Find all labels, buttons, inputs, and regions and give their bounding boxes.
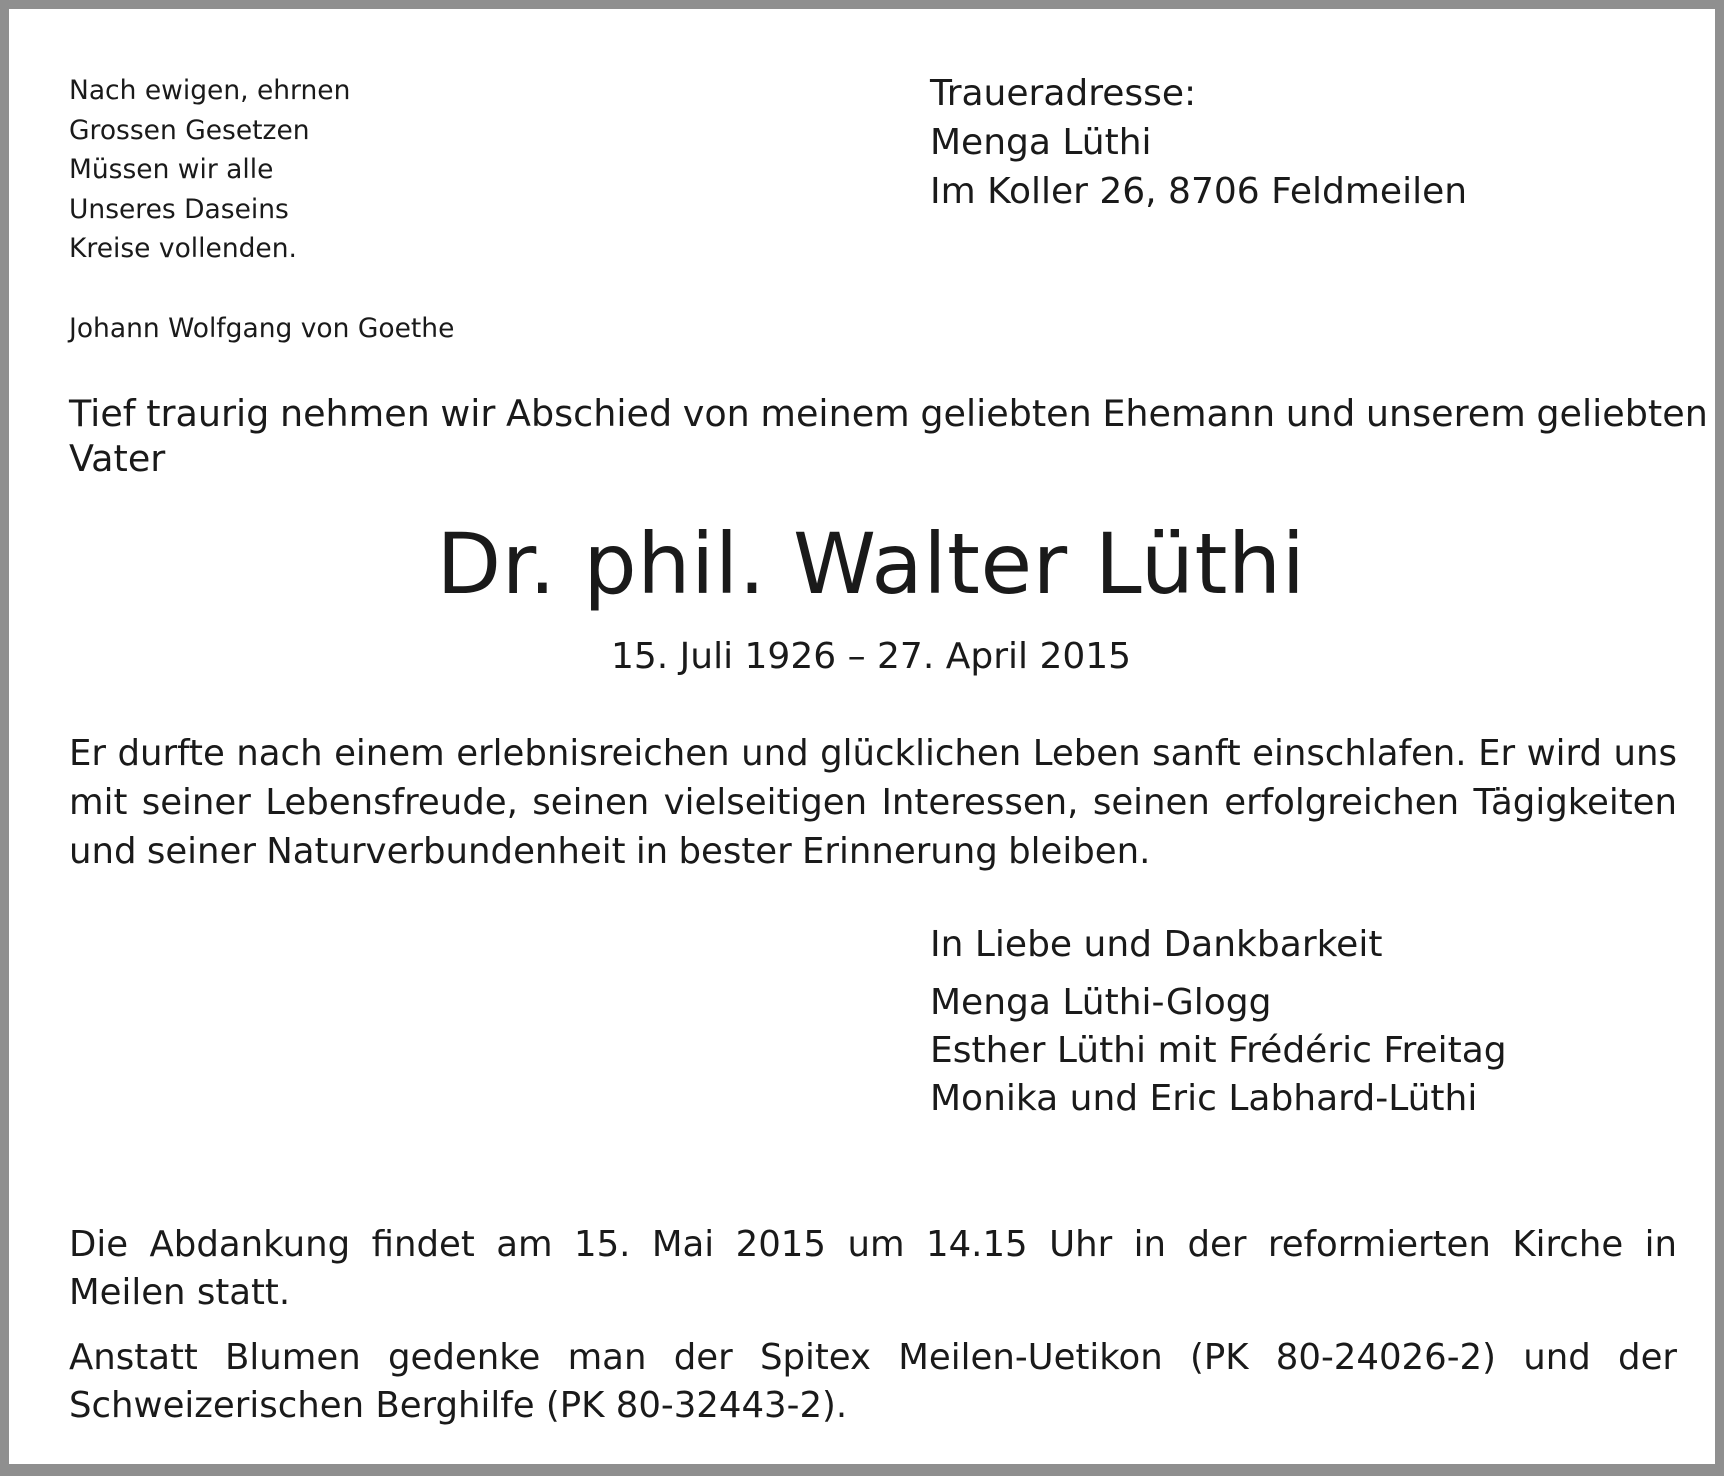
poem-line: Müssen wir alle [69,154,274,185]
message-line: mit seiner Lebensfreude, seinen vielseitigen Interessen, seinen erfolgreichen Tägigkeiten [69,782,1677,823]
funeral-line: Meilen statt. [69,1272,291,1313]
family-member: Esther Lüthi mit Frédéric Freitag [930,1030,1507,1071]
donation-info [69,1334,1677,1430]
deceased-name: Dr. phil. Walter Lüthi [436,515,1306,613]
poem-line: Nach ewigen, ehrnen [69,75,351,106]
intro-line: Vater [69,437,166,480]
mourning-address [930,69,1467,216]
address-street: Im Koller 26, 8706 Feldmeilen [930,171,1468,212]
address-label: Traueradresse: [930,73,1197,114]
funeral-line: Die Abdankung findet am 15. Mai 2015 um 14.15 Uhr in der reformierten Kirche in [69,1224,1677,1265]
family-member: Menga Lüthi-Glogg [930,982,1272,1023]
life-dates: 15. Juli 1926 – 27. April 2015 [610,636,1132,677]
family-signatures [930,979,1507,1123]
donation-line: Schweizerischen Berghilfe (PK 80-32443-2). [69,1385,848,1426]
poem-line: Grossen Gesetzen [69,114,310,146]
poem-line: Kreise vollenden. [69,233,297,264]
intro-text [69,391,1708,481]
message-line: und seiner Naturverbundenheit in bester Erinnerung bleiben. [69,831,1151,872]
poem-line: Unseres Daseins [69,193,289,225]
poem-author: Johann Wolfgang von Goethe [69,313,455,344]
memorial-message [69,729,1677,876]
poem-quote [69,71,669,269]
closing-phrase: In Liebe und Dankbarkeit [930,924,1383,965]
donation-line: Anstatt Blumen gedenke man der Spitex Meilen-Uetikon (PK 80-24026-2) und der [69,1337,1677,1378]
funeral-info [69,1221,1677,1317]
message-line: Er durfte nach einem erlebnisreichen und glücklichen Leben sanft einschlafen. Er wird uns [69,733,1677,774]
intro-line: Tief traurig nehmen wir Abschied von meinem geliebten Ehemann und unserem geliebten [69,392,1708,435]
address-name: Menga Lüthi [930,122,1152,163]
family-member: Monika und Eric Labhard-Lüthi [930,1078,1478,1119]
